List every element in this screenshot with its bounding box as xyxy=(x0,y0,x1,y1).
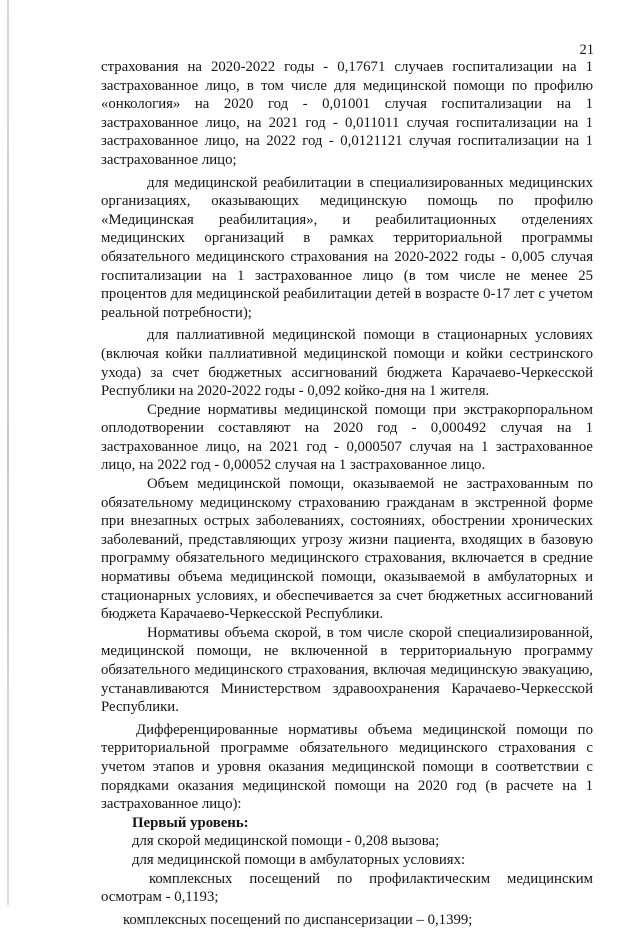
paragraph-rehabilitation: для медицинской реабилитации в специализированных медицинских организациях, оказывающих медицинскую помощь по профилю «Медицинская реабилитация», и реабилитационных отделениях медицинских организаций в рамках территориальной программы обязательного медицинского страхования на 2020-2022 годы - 0,005 случая госпитализации на 1 застрахованное лицо (в том числе не менее 25 процентов для медицинской реабилитации детей в возрасте 0-17 лет с учетом реальной потребности); xyxy=(101,174,593,321)
list-item-ambulance: для скорой медицинской помощи - 0,208 вызова; xyxy=(132,833,440,850)
paragraph-ambulance-norms: Нормативы объема скорой, в том числе скорой специализированной, медицинской помощи, не включенной в территориальную программу обязательного медицинского страхования, включая медицинскую эвакуацию, устанавливаются Министерством здравоохранения Карачаево-Черкесской Республики. xyxy=(101,624,593,716)
paragraph-hospitalization-continuation: страхования на 2020-2022 годы - 0,17671 случаев госпитализации на 1 застрахованное лицо, в том числе для медицинской помощи по профилю «онкология» на 2020 год - 0,01001 случая госпитализации на 1 застрахованное лицо, на 2021 год - 0,011011 случая госпитализации на 1 застрахованное лицо, на 2022 год - 0,0121121 случая госпитализации на 1 застрахованное лицо; xyxy=(101,59,593,168)
level-heading: Первый уровень: xyxy=(132,814,249,831)
paragraph-differentiated-norms: Дифференцированные нормативы объема медицинской помощи по территориальной программе обязательного медицинского страхования с учетом этапов и уровня оказания медицинской помощи в соответствии с порядками оказания медицинской помощи на 2020 год (в расчете на 1 застрахованное лицо): xyxy=(101,721,593,813)
paragraph-uninsured-care: Объем медицинской помощи, оказываемой не застрахованным по обязательному медицинскому страхованию гражданам в экстренной форме при внезапных острых заболеваниях, состояниях, обострении хронических заболеваний, представляющих угрозу жизни пациента, входящих в базовую программу обязательного медицинского страхования, включается в средние нормативы объема медицинской помощи, оказываемой в амбулаторных и стационарных условиях, и обеспечивается за счет бюджетных ассигнований бюджета Карачаево-Черкесской Республики. xyxy=(101,476,593,623)
list-item-outpatient: для медицинской помощи в амбулаторных условиях: xyxy=(132,851,466,868)
document-body xyxy=(101,58,593,929)
list-item-preventive-exams: комплексных посещений по профилактическим медицинским осмотрам - 0,1193; xyxy=(101,870,593,906)
scan-edge-shadow xyxy=(7,0,9,905)
paragraph-palliative-care: для паллиативной медицинской помощи в стационарных условиях (включая койки паллиативной медицинской помощи и койки сестринского ухода) за счет бюджетных ассигнований бюджета Карачаево-Черкесской Республики на 2020-2022 годы - 0,092 койко-дня на 1 жителя. xyxy=(101,327,593,400)
paragraph-ivf-norms: Средние нормативы медицинской помощи при экстракорпоральном оплодотворении составляют на 2020 год - 0,000492 случая на 1 застрахованное лицо, на 2021 год - 0,000507 случая на 1 застрахованное лицо, на 2022 год - 0,00052 случая на 1 застрахованное лицо. xyxy=(101,401,593,474)
list-item-dispensary: комплексных посещений по диспансеризации – 0,1399; xyxy=(123,911,473,928)
page-number: 21 xyxy=(579,42,594,58)
